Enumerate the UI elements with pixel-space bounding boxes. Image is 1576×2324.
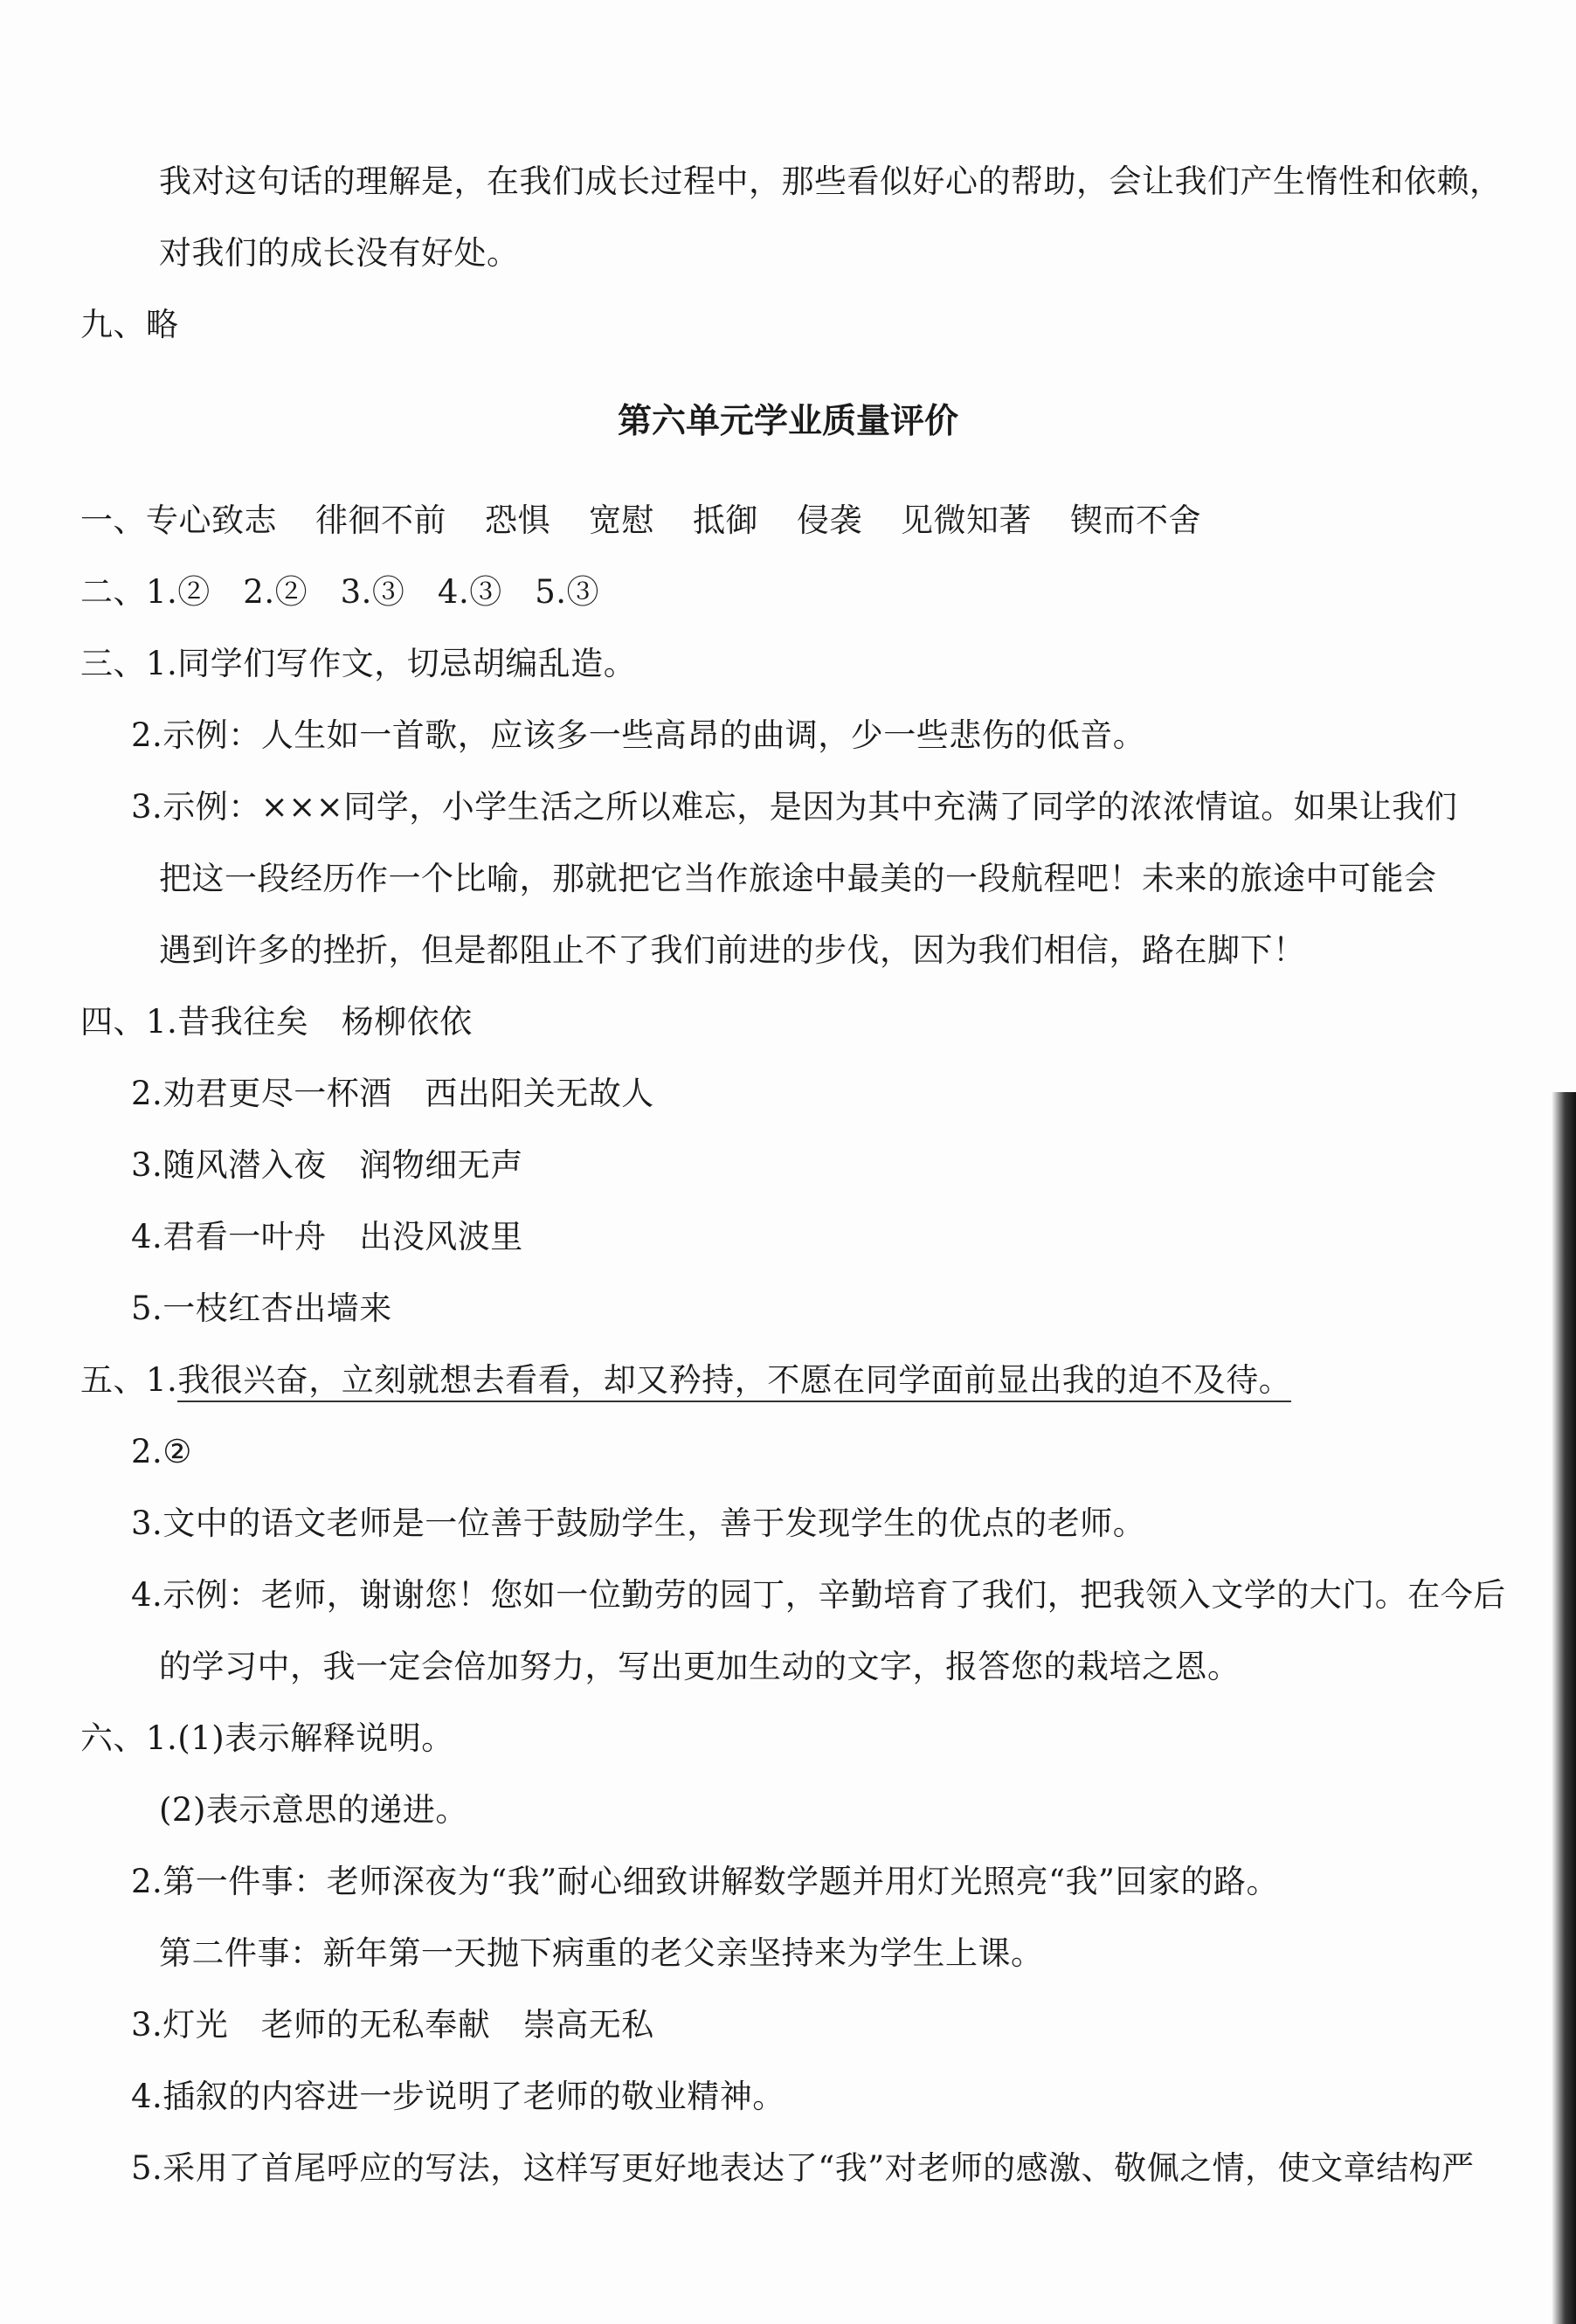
question-5-answer-3: 3.文中的语文老师是一位善于鼓励学生，善于发现学生的优点的老师。 bbox=[131, 1504, 1146, 1542]
question-3-answer-1: 三、1.同学们写作文，切忌胡编乱造。 bbox=[80, 645, 637, 682]
underlined-answer: 我很兴奋，立刻就想去看看，却又矜持，不愿在同学面前显出我的迫不及待。 bbox=[177, 1361, 1291, 1402]
answer-text-line: 对我们的成长没有好处。 bbox=[159, 234, 520, 272]
question-4-answer-2: 2.劝君更尽一杯酒 西出阳关无故人 bbox=[131, 1075, 654, 1112]
question-5-answer-2: 2.② bbox=[131, 1433, 192, 1470]
question-9-answer: 九、略 bbox=[80, 306, 179, 343]
vocab-word: 专心致志 bbox=[146, 501, 277, 539]
vocab-word: 宽慰 bbox=[589, 501, 654, 539]
answer-text-line: 我对这句话的理解是，在我们成长过程中，那些看似好心的帮助，会让我们产生惰性和依赖， bbox=[159, 163, 1503, 200]
question-1-answer bbox=[80, 500, 1240, 542]
question-5-label: 五、1. bbox=[80, 1361, 178, 1399]
question-3-answer-3: 3.示例：×××同学，小学生活之所以难忘，是因为其中充满了同学的浓浓情谊。如果让我们 bbox=[131, 788, 1458, 826]
vocab-word: 侵袭 bbox=[797, 501, 862, 539]
vocab-word: 锲而不舍 bbox=[1070, 501, 1201, 539]
vocab-word: 徘徊不前 bbox=[315, 501, 446, 539]
question-6-answer-1-2: (2)表示意思的递进。 bbox=[159, 1791, 468, 1829]
question-3-answer-3-cont: 遇到许多的挫折，但是都阻止不了我们前进的步伐，因为我们相信，路在脚下！ bbox=[159, 931, 1306, 969]
question-5-answer-1 bbox=[80, 1359, 1291, 1401]
vocab-word: 恐惧 bbox=[485, 501, 550, 539]
question-3-answer-2: 2.示例：人生如一首歌，应该多一些高昂的曲调，少一些悲伤的低音。 bbox=[131, 716, 1146, 754]
question-4-answer-3: 3.随风潜入夜 润物细无声 bbox=[131, 1146, 523, 1184]
question-4-answer-4: 4.君看一叶舟 出没风波里 bbox=[131, 1218, 523, 1255]
question-2-answer: 二、1.② 2.② 3.③ 4.③ 5.③ bbox=[80, 573, 600, 611]
page-edge-shadow bbox=[1552, 1092, 1576, 2324]
question-5-answer-4-cont: 的学习中，我一定会倍加努力，写出更加生动的文字，报答您的栽培之恩。 bbox=[159, 1648, 1241, 1685]
question-3-answer-3-cont: 把这一段经历作一个比喻，那就把它当作旅途中最美的一段航程吧！未来的旅途中可能会 bbox=[159, 860, 1437, 897]
question-6-answer-5: 5.采用了首尾呼应的写法，这样写更好地表达了“我”对老师的感激、敬佩之情，使文章结构严 bbox=[131, 2149, 1475, 2187]
vocab-word: 抵御 bbox=[693, 501, 758, 539]
question-1-label: 一、 bbox=[80, 501, 146, 539]
question-5-answer-4: 4.示例：老师，谢谢您！您如一位勤劳的园丁，辛勤培育了我们，把我领入文学的大门。在今后 bbox=[131, 1576, 1506, 1614]
question-6-answer-1-1: 六、1.(1)表示解释说明。 bbox=[80, 1719, 454, 1757]
question-4-answer-5: 5.一枝红杏出墙来 bbox=[131, 1290, 392, 1327]
question-4-answer-1: 四、1.昔我往矣 杨柳依依 bbox=[80, 1003, 473, 1041]
vocab-word: 见微知著 bbox=[901, 501, 1032, 539]
question-6-answer-3: 3.灯光 老师的无私奉献 崇高无私 bbox=[131, 2006, 654, 2044]
question-6-answer-4: 4.插叙的内容进一步说明了老师的敬业精神。 bbox=[131, 2078, 785, 2115]
question-6-answer-2-2: 第二件事：新年第一天抛下病重的老父亲坚持来为学生上课。 bbox=[159, 1934, 1044, 1972]
section-title: 第六单元学业质量评价 bbox=[617, 402, 958, 441]
question-6-answer-2-1: 2.第一件事：老师深夜为“我”耐心细致讲解数学题并用灯光照亮“我”回家的路。 bbox=[131, 1863, 1279, 1900]
